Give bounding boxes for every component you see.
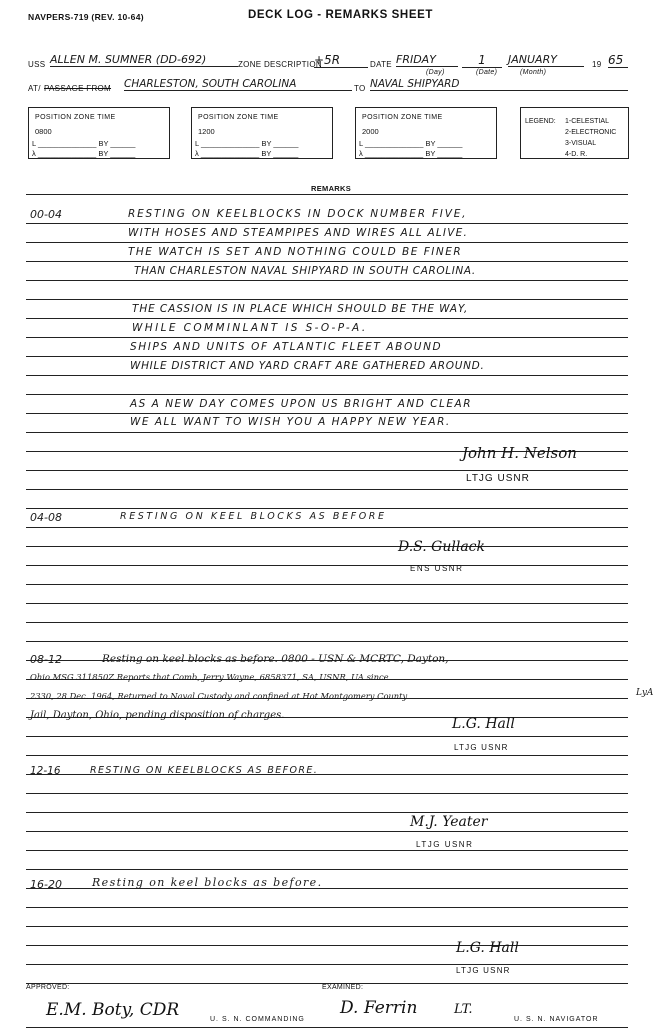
remark-line: WITH HOSES AND STEAMPIPES AND WIRES ALL ALIVE. [128, 227, 468, 239]
at-label: AT/ [28, 84, 41, 93]
remark-line: RESTING ON KEELBLOCKS AS BEFORE. [90, 765, 319, 776]
rank-04-08: ENS USNR [410, 564, 464, 573]
rank-16-20: LTJG USNR [456, 966, 511, 975]
position-box-0800 [28, 107, 170, 159]
remark-line: 2330, 28 Dec. 1964, Returned to Naval Custody and confined at Hot Montgomery County [30, 691, 408, 701]
legend-item: 3-VISUAL [565, 140, 597, 147]
approved-label: APPROVED: [26, 984, 70, 991]
form-title: DECK LOG - REMARKS SHEET [248, 9, 433, 21]
latitude-line: L ______________ BY ______ [359, 139, 463, 148]
legend-box [520, 107, 629, 159]
zone-label: ZONE DESCRIPTION [238, 60, 322, 69]
date-value: 1 [462, 53, 502, 68]
examined-label: EXAMINED: [322, 984, 364, 991]
date-label: DATE [370, 60, 392, 69]
rank-12-16: LTJG USNR [416, 840, 474, 849]
date-caption: (Date) [476, 69, 498, 76]
rank-00-04: LTJG USNR [466, 473, 530, 484]
remark-line: THE CASSION IS IN PLACE WHICH SHOULD BE THE WAY, [132, 303, 469, 315]
uss-label: USS [28, 60, 46, 69]
position-heading: POSITION ZONE TIME [362, 114, 443, 121]
signature-12-16: M.J. Yeater [410, 814, 488, 830]
remark-line: Resting on keel blocks as before. 0800 - USN & MCRTC, Dayton, [102, 653, 449, 665]
position-heading: POSITION ZONE TIME [35, 114, 116, 121]
remark-line: WHILE DISTRICT AND YARD CRAFT ARE GATHERED AROUND. [130, 360, 485, 372]
signature-00-04: John H. Nelson [462, 444, 577, 462]
longitude-line: λ ______________ BY ______ [195, 149, 299, 158]
longitude-line: λ ______________ BY ______ [32, 149, 136, 158]
legend-item: 4-D. R. [565, 151, 588, 158]
form-number: NAVPERS-719 (REV. 10-64) [28, 12, 144, 22]
signature-16-20: L.G. Hall [456, 940, 519, 956]
position-time: 0800 [35, 127, 52, 136]
footer-rule [26, 1027, 628, 1028]
to-label: TO [354, 84, 366, 93]
position-box-1200 [191, 107, 333, 159]
navigator-label: U. S. N. NAVIGATOR [514, 1016, 599, 1023]
zone-value: +5R [314, 53, 368, 68]
year-value: 65 [608, 53, 628, 68]
remark-line: WE ALL WANT TO WISH YOU A HAPPY NEW YEAR. [130, 416, 451, 428]
examined-signature: D. Ferrin [340, 998, 418, 1018]
latitude-line: L ______________ BY ______ [195, 139, 299, 148]
signature-08-12: L.G. Hall [452, 716, 515, 732]
month-caption: (Month) [520, 69, 547, 76]
month-value: JANUARY [508, 53, 584, 67]
position-box-2000 [355, 107, 497, 159]
position-time: 2000 [362, 127, 379, 136]
remark-line: Jail, Dayton, Ohio, pending disposition of charges. [30, 710, 285, 721]
longitude-line: λ ______________ BY ______ [359, 149, 463, 158]
watch-time-16-20: 16-20 [30, 878, 62, 891]
remark-line: WHILE COMMINLANT IS S-O-P-A. [132, 322, 368, 334]
position-time: 1200 [198, 127, 215, 136]
remark-line: THAN CHARLESTON NAVAL SHIPYARD IN SOUTH CAROLINA. [134, 265, 476, 277]
remark-line: RESTING ON KEEL BLOCKS AS BEFORE [120, 511, 387, 522]
to-value: NAVAL SHIPYARD [370, 78, 628, 91]
passage-line [28, 80, 628, 96]
passage-label: PASSAGE FROM [44, 84, 112, 93]
remarks-label: REMARKS [311, 184, 352, 193]
margin-note: LyA [636, 688, 654, 698]
remark-line: SHIPS AND UNITS OF ATLANTIC FLEET ABOUND [130, 341, 443, 353]
legend-item: 1-CELESTIAL [565, 118, 609, 125]
approved-signature: E.M. Boty, CDR [46, 1000, 180, 1020]
latitude-line: L ______________ BY ______ [32, 139, 136, 148]
from-value: CHARLESTON, SOUTH CAROLINA [124, 78, 352, 91]
ship-name: ALLEN M. SUMNER (DD-692) [50, 53, 238, 67]
day-value: FRIDAY [396, 53, 458, 67]
watch-time-04-08: 04-08 [30, 511, 62, 524]
day-caption: (Day) [426, 69, 445, 76]
remark-line: AS A NEW DAY COMES UPON US BRIGHT AND CLEAR [130, 398, 473, 410]
remark-line: RESTING ON KEELBLOCKS IN DOCK NUMBER FIVE, [128, 208, 468, 220]
commanding-label: U. S. N. COMMANDING [210, 1016, 305, 1023]
legend-label: LEGEND: [525, 118, 556, 125]
position-heading: POSITION ZONE TIME [198, 114, 279, 121]
signature-04-08: D.S. Gullack [398, 539, 485, 555]
examined-rank: LT. [454, 1002, 473, 1017]
remark-line: Ohio MSG 311850Z Reports that Comb, Jerry Wayne, 6858371, SA, USNR, UA since [30, 672, 389, 682]
watch-time-00-04: 00-04 [30, 208, 62, 221]
remark-line: Resting on keel blocks as before. [92, 876, 323, 889]
rank-08-12: LTJG USNR [454, 743, 509, 752]
year-prefix: 19 [592, 60, 602, 69]
legend-item: 2-ELECTRONIC [565, 129, 617, 136]
watch-time-08-12: 08-12 [30, 653, 62, 666]
watch-time-12-16: 12-16 [30, 765, 61, 777]
remark-line: THE WATCH IS SET AND NOTHING COULD BE FINER [128, 246, 463, 258]
